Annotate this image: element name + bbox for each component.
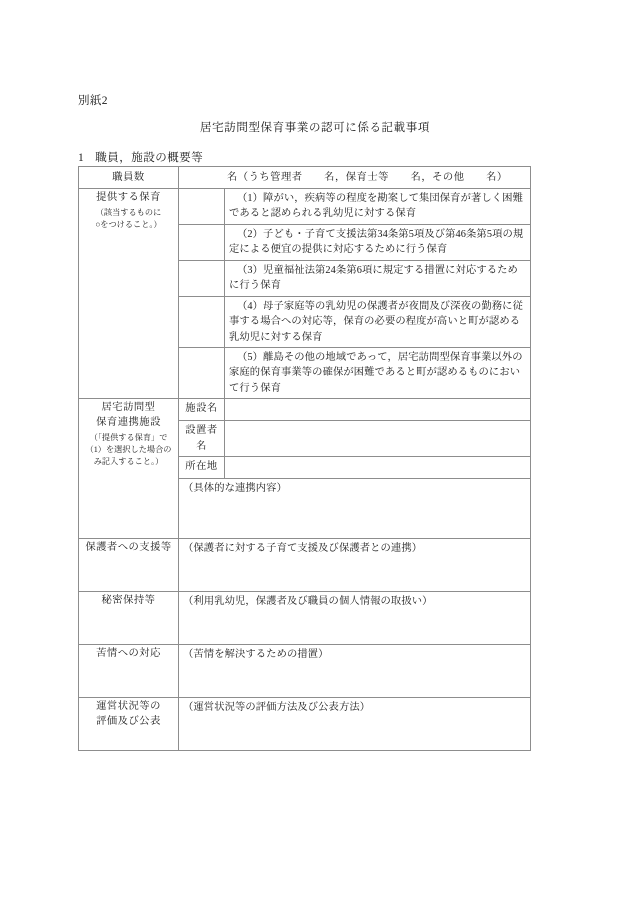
operation-evaluation-label-line2: 評価及び公表: [96, 716, 161, 728]
application-form-table: [78, 166, 531, 751]
linked-facility-value-name[interactable]: [225, 399, 531, 421]
operation-evaluation-label: [79, 698, 179, 751]
linked-facility-note-line1: （「提供する保育」で: [89, 433, 168, 443]
provided-care-item-1: （1）障がい，疾病等の程度を勘案して集団保育が著しく困難であると認められる乳幼児に対する保育: [225, 189, 531, 225]
linked-facility-sublabel-name: 施設名: [179, 399, 225, 421]
linked-facility-sublabel-address: 所在地: [179, 457, 225, 479]
table-row-operation-evaluation: [79, 698, 531, 751]
section-title: 職員，施設の概要等: [95, 152, 204, 164]
linked-facility-value-address[interactable]: [225, 457, 531, 479]
table-row-complaint-handling: [79, 645, 531, 698]
provided-care-check-5[interactable]: [179, 347, 225, 398]
linked-facility-sublabel-operator: 設置者名: [179, 421, 225, 457]
staff-count-value[interactable]: 名（うち管理者 名，保育士等 名，その他 名）: [179, 167, 531, 189]
provided-care-item-5: （5）離島その他の地域であって，居宅訪問型保育事業以外の家庭的保育事業等の確保が困難であると町が認めるものにおいて行う保育: [225, 347, 531, 398]
provided-care-note-line2: ○をつけること。）: [95, 219, 162, 229]
table-row-provided-care-1: [79, 189, 531, 225]
confidentiality-prompt[interactable]: （利用乳幼児，保護者及び職員の個人情報の取扱い）: [179, 592, 531, 645]
table-row-guardian-support: [79, 539, 531, 592]
provided-care-check-1[interactable]: [179, 189, 225, 225]
guardian-support-label: [79, 539, 179, 592]
guardian-support-label-line1: 保護者への支援等: [85, 542, 172, 554]
linked-facility-detail-prompt[interactable]: （具体的な連携内容）: [179, 479, 531, 539]
linked-facility-label-line2: 保育連携施設: [96, 417, 161, 429]
table-row-confidentiality: [79, 592, 531, 645]
linked-facility-note-line3: み記入すること。）: [93, 457, 164, 467]
complaint-handling-prompt[interactable]: （苦情を解決するための措置）: [179, 645, 531, 698]
provided-care-item-4: （4）母子家庭等の乳幼児の保護者が夜間及び深夜の勤務に従事する場合への対応等，保育の必要の程度が高いと町が認める乳幼児に対する保育: [225, 296, 531, 347]
linked-facility-label: [79, 399, 179, 539]
provided-care-check-3[interactable]: [179, 260, 225, 296]
staff-count-label: 職員数: [79, 167, 179, 189]
linked-facility-label-line1: 居宅訪問型: [101, 402, 156, 414]
provided-care-label: [79, 189, 179, 399]
provided-care-check-4[interactable]: [179, 296, 225, 347]
table-row-staff-count: [79, 167, 531, 189]
provided-care-note-line1: （該当するものに: [95, 207, 162, 217]
operation-evaluation-label-line1: 運営状況等の: [96, 701, 161, 713]
guardian-support-prompt[interactable]: （保護者に対する子育て支援及び保護者との連携）: [179, 539, 531, 592]
complaint-handling-label-line1: 苦情への対応: [96, 648, 161, 660]
provided-care-item-2: （2）子ども・子育て支援法第34条第5項及び第46条第5項の規定による便宜の提供に対応するために行う保育: [225, 224, 531, 260]
linked-facility-note-line2: （1）を選択した場合の: [85, 445, 172, 455]
provided-care-label-main: 提供する保育: [96, 192, 161, 203]
table-row-linked-facility-name: [79, 399, 531, 421]
section-number: 1: [78, 152, 85, 164]
attachment-label: 別紙2: [78, 95, 108, 107]
linked-facility-value-operator[interactable]: [225, 421, 531, 457]
document-title: 居宅訪問型保育事業の認可に係る記載事項: [200, 122, 430, 134]
confidentiality-label-line1: 秘密保持等: [101, 595, 156, 607]
provided-care-check-2[interactable]: [179, 224, 225, 260]
provided-care-item-3: （3）児童福祉法第24条第6項に規定する措置に対応するために行う保育: [225, 260, 531, 296]
section-heading: [78, 149, 203, 165]
complaint-handling-label: [79, 645, 179, 698]
confidentiality-label: [79, 592, 179, 645]
operation-evaluation-prompt[interactable]: （運営状況等の評価方法及び公表方法）: [179, 698, 531, 751]
